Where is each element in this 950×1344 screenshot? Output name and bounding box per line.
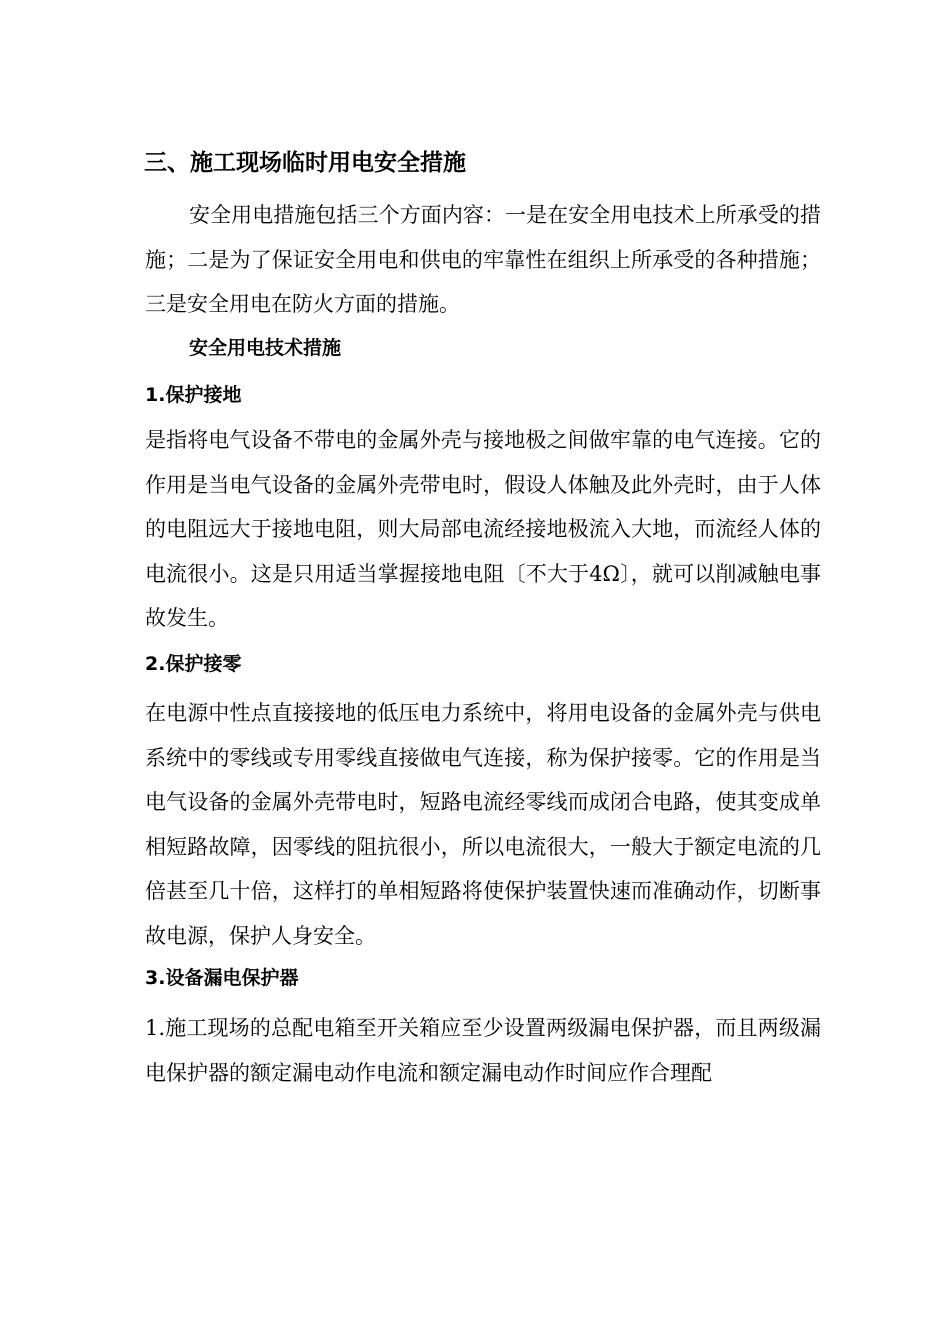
section-heading-grounding: 1.保护接地 [145, 384, 242, 406]
section-body-leakage: 1.施工现场的总配电箱至开关箱应至少设置两级漏电保护器，而且两级漏电保护器的额定漏电动作电流和额定漏电动作时间应作合理配 [145, 1016, 821, 1085]
section-heading-leakage: 3.设备漏电保护器 [145, 967, 299, 989]
document-title: 三、施工现场临时用电安全措施 [144, 150, 466, 176]
subheading: 安全用电技术措施 [189, 337, 342, 359]
section-heading-neutral: 2.保护接零 [145, 653, 242, 675]
section-body-neutral: 在电源中性点直接接地的低压电力系统中，将用电设备的金属外壳与供电系统中的零线或专用零线直接做电气连接，称为保护接零。它的作用是当电气设备的金属外壳带电时，短路电流经零线而成闭合电路，使其变成单相短路故障，因零线的阻抗很小，所以电流很大，一般大于额定电流的几倍甚至几十倍，这样打的单相短路将使保护装置快速而准确动作，切断事故电源，保护人身安全。 [145, 701, 821, 948]
intro-paragraph: 安全用电措施包括三个方面内容：一是在安全用电技术上所承受的措施；二是为了保证安全用电和供电的牢靠性在组织上所承受的各种措施；三是安全用电在防火方面的措施。 [145, 203, 821, 316]
section-body-grounding: 是指将电气设备不带电的金属外壳与接地极之间做牢靠的电气连接。它的作用是当电气设备的金属外壳带电时，假设人体触及此外壳时，由于人体的电阻远大于接地电阻，则大局部电流经接地极流入大地，而流经人体的电流很小。这是只用适当掌握接地电阻〔不大于4Ω〕，就可以削减触电事故发生。 [145, 428, 821, 630]
